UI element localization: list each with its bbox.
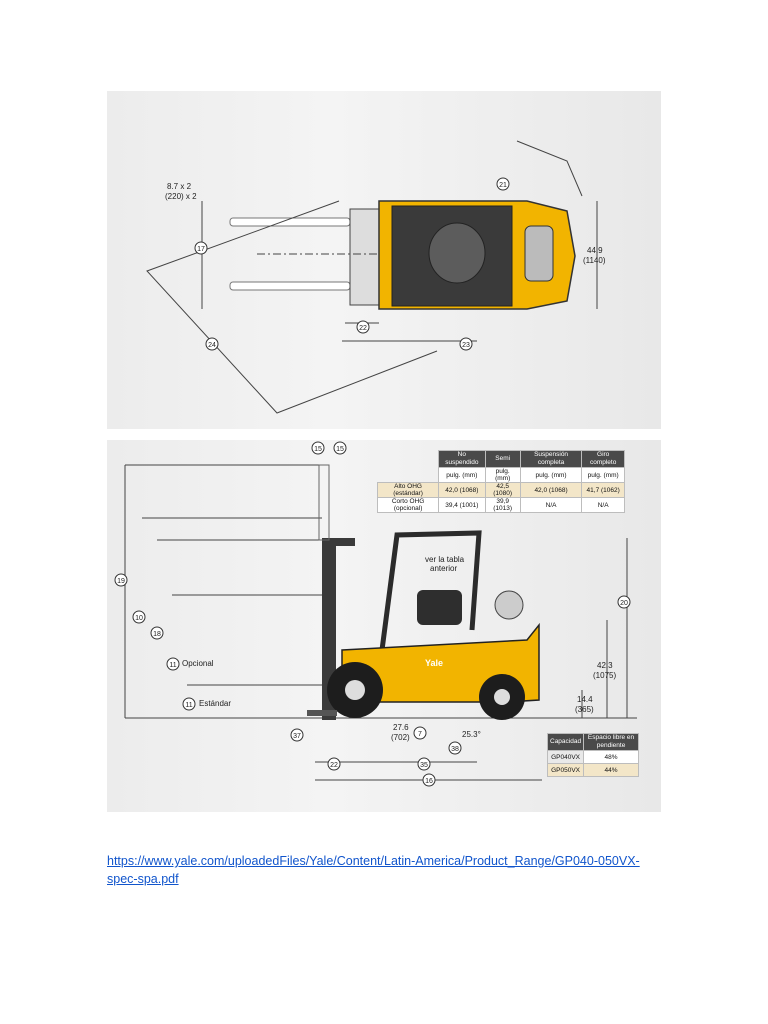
callout-21 (497, 178, 509, 190)
callout-16 (423, 774, 435, 786)
callout-15b (334, 442, 346, 454)
svg-text:22: 22 (330, 762, 338, 769)
svg-text:21: 21 (499, 182, 507, 189)
angle-label: 25.3° (462, 730, 481, 739)
callout-38 (449, 742, 461, 754)
table-row (548, 764, 639, 777)
unit-cell: pulg. (mm) (520, 468, 581, 483)
svg-text:17: 17 (197, 246, 205, 253)
opcional-label: Opcional (182, 659, 214, 668)
svg-text:24: 24 (208, 342, 216, 349)
width-label-2: (1140) (583, 256, 606, 265)
callout-24 (206, 338, 218, 350)
svg-text:11: 11 (169, 662, 177, 669)
value-cell: 44% (584, 764, 639, 777)
unit-cell: pulg. (mm) (439, 468, 485, 483)
callout-11-estandar (183, 698, 195, 710)
callout-11-opcional (167, 658, 179, 670)
callout-17 (195, 242, 207, 254)
svg-text:15: 15 (314, 446, 322, 453)
front-hub (345, 680, 365, 700)
callout-10 (133, 611, 145, 623)
callout-19 (115, 574, 127, 586)
unit-cell: pulg. (mm) (582, 468, 625, 483)
table-row (378, 483, 625, 498)
table-row (378, 498, 625, 513)
table-cell: 39,4 (1001) (439, 498, 485, 513)
see-table-label-2: anterior (430, 564, 458, 573)
fork-width-label-2: (220) x 2 (165, 192, 197, 201)
callout-35 (418, 758, 430, 770)
seat-side (417, 590, 462, 625)
lpg-tank-side (495, 591, 523, 619)
brand-logo-side: Yale (425, 658, 444, 668)
svg-text:37: 37 (293, 733, 301, 740)
svg-text:35: 35 (420, 762, 428, 769)
col-header-giro: Giro completo (582, 451, 625, 468)
row-label: Corto OHG (opcional) (378, 498, 439, 513)
callout-37 (291, 729, 303, 741)
model-cell: GP050VX (548, 764, 584, 777)
callout-15a (312, 442, 324, 454)
svg-text:38: 38 (451, 746, 459, 753)
table-cell: 41,7 (1062) (582, 483, 625, 498)
mast-top (333, 538, 355, 546)
col-header-no-suspendido: No suspendido (439, 451, 485, 468)
dim-42-label-1: 42.3 (597, 661, 613, 670)
model-cell: GP040VX (548, 751, 584, 764)
callout-22 (357, 321, 369, 333)
see-table-label-1: ver la tabla (425, 555, 465, 564)
callout-22-side (328, 758, 340, 770)
guard-height-table (377, 450, 625, 513)
fork-width-label-1: 8.7 x 2 (167, 182, 192, 191)
dim-42-label-2: (1075) (593, 671, 617, 680)
forks-side (307, 710, 337, 716)
callout-23 (460, 338, 472, 350)
table-cell: 42,0 (1068) (520, 483, 581, 498)
estandar-label: Estándar (199, 699, 232, 708)
top-view-drawing (107, 91, 661, 429)
rear-swing-arc (517, 141, 582, 196)
dim-27-label-1: 27.6 (393, 723, 409, 732)
col-header-capacidad: Capacidad (548, 734, 584, 751)
table-cell: 42,5 (1080) (485, 483, 520, 498)
table-cell: 39,9 (1013) (485, 498, 520, 513)
lpg-tank-top (525, 226, 553, 281)
callout-18 (151, 627, 163, 639)
rear-hub (494, 689, 510, 705)
svg-text:18: 18 (153, 631, 161, 638)
table-cell: N/A (520, 498, 581, 513)
spec-pdf-link[interactable]: https://www.yale.com/uploadedFiles/Yale/Content/Latin-America/Product_Range/GP040-050VX-spec-spa.pdf (107, 854, 640, 886)
row-label: Alto OHG (estándar) (378, 483, 439, 498)
dim-14-label-2: (365) (575, 705, 594, 714)
seat-top (429, 223, 485, 283)
carriage (350, 209, 380, 305)
width-label-1: 44.9 (587, 246, 603, 255)
dim-27-label-2: (702) (391, 733, 410, 742)
svg-text:23: 23 (462, 342, 470, 349)
svg-text:11: 11 (185, 702, 193, 709)
dim-14-label-1: 14.4 (577, 695, 593, 704)
callout-7 (414, 727, 426, 739)
unit-cell: pulg. (mm) (485, 468, 520, 483)
svg-text:16: 16 (425, 778, 433, 785)
top-view-diagram (107, 91, 661, 429)
col-header-espacio: Espacio libre en pendiente (584, 734, 639, 751)
mast-extended (319, 465, 329, 540)
col-header-semi: Semi (485, 451, 520, 468)
value-cell: 48% (584, 751, 639, 764)
callout-20 (618, 596, 630, 608)
svg-text:19: 19 (117, 578, 125, 585)
col-header-suspension: Suspensión completa (520, 451, 581, 468)
svg-text:22: 22 (359, 325, 367, 332)
side-view-diagram (107, 440, 661, 812)
svg-text:20: 20 (620, 600, 628, 607)
table-cell: N/A (582, 498, 625, 513)
svg-text:15: 15 (336, 446, 344, 453)
fork-lower (230, 282, 350, 290)
table-row (548, 751, 639, 764)
svg-text:7: 7 (418, 731, 422, 738)
svg-text:10: 10 (135, 615, 143, 622)
table-cell: 42,0 (1068) (439, 483, 485, 498)
grade-clearance-table (547, 733, 639, 777)
